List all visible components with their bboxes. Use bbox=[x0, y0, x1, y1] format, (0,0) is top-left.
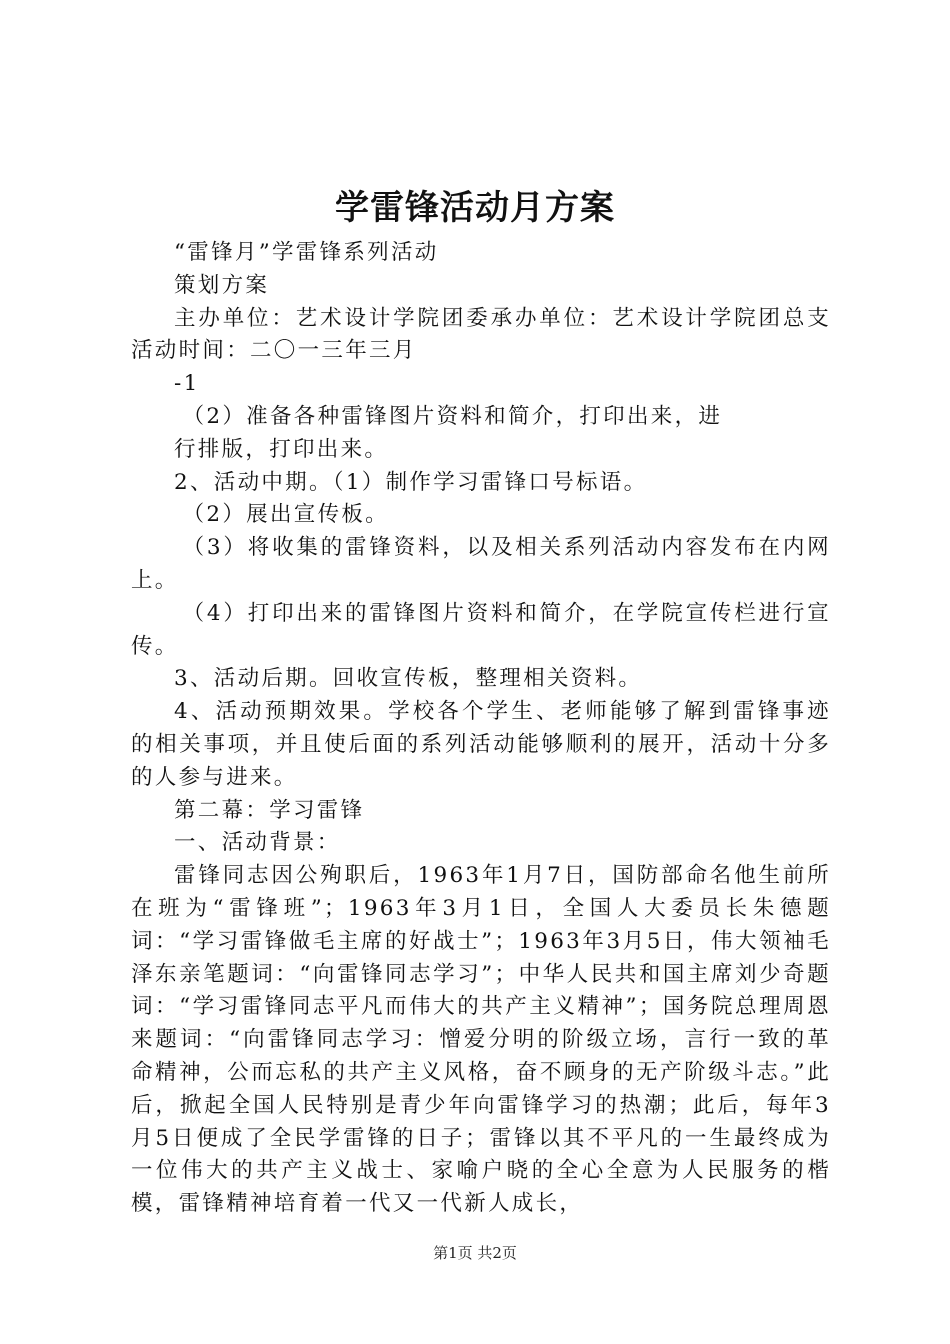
paragraph-act-two: 第二幕：学习雷锋 bbox=[174, 797, 365, 823]
page-footer: 第1页 共2页 bbox=[433, 1244, 517, 1262]
document-body bbox=[131, 237, 831, 1221]
paragraph-organizers: 主办单位：艺术设计学院团委承办单位：艺术设计学院团总支活动时间：二〇一三年三月 bbox=[131, 305, 831, 364]
paragraph-background: 雷锋同志因公殉职后，1963年1月7日，国防部命名他生前所在班为“雷锋班”；1963年3月1日，全国人大委员长朱德题词：“学习雷锋做毛主席的好战士”；1963年3月5日，伟大领袖毛泽东亲笔题词：“向雷锋同志学习”；中华人民共和国主席刘少奇题词：“学习雷锋同志平凡而伟大的共产主义精神”；国务院总理周恩来题词：“向雷锋同志学习：憎爱分明的阶级立场，言行一致的革命精神，公而忘私的共产主义风格，奋不顾身的无产阶级斗志。”此后，掀起全国人民特别是青少年向雷锋学习的热潮；此后，每年3月5日便成了全民学雷锋的日子；雷锋以其不平凡的一生最终成为一位伟大的共产主义战士、家喻户晓的全心全意为人民服务的楷模，雷锋精神培育着一代又一代新人成长， bbox=[131, 863, 831, 1217]
paragraph-plan: 策划方案 bbox=[174, 272, 270, 298]
paragraph-layout: 行排版，打印出来。 bbox=[174, 436, 389, 462]
document-title: 学雷锋活动月方案 bbox=[335, 188, 615, 228]
paragraph-late-phase: 3、活动后期。回收宣传板，整理相关资料。 bbox=[174, 666, 643, 692]
paragraph-display-board: （2）展出宣传板。 bbox=[182, 502, 389, 528]
paragraph-expected-effect: 4、活动预期效果。学校各个学生、老师能够了解到雷锋事迹的相关事项，并且使后面的系列活动能够顺利的展开，活动十分多的人参与进来。 bbox=[131, 699, 831, 790]
paragraph-subtitle: “雷锋月”学雷锋系列活动 bbox=[174, 240, 439, 265]
paragraph-mid-phase: 2、活动中期。（1）制作学习雷锋口号标语。 bbox=[174, 469, 648, 495]
paragraph-intranet: （3）将收集的雷锋资料，以及相关系列活动内容发布在内网上。 bbox=[131, 535, 831, 593]
paragraph-publicity: （4）打印出来的雷锋图片资料和简介，在学院宣传栏进行宣传。 bbox=[131, 600, 831, 659]
paragraph-number-marker: -1 bbox=[174, 371, 200, 397]
paragraph-background-heading: 一、活动背景： bbox=[174, 830, 341, 856]
paragraph-prepare: （2）准备各种雷锋图片资料和简介，打印出来，进 bbox=[182, 403, 723, 429]
